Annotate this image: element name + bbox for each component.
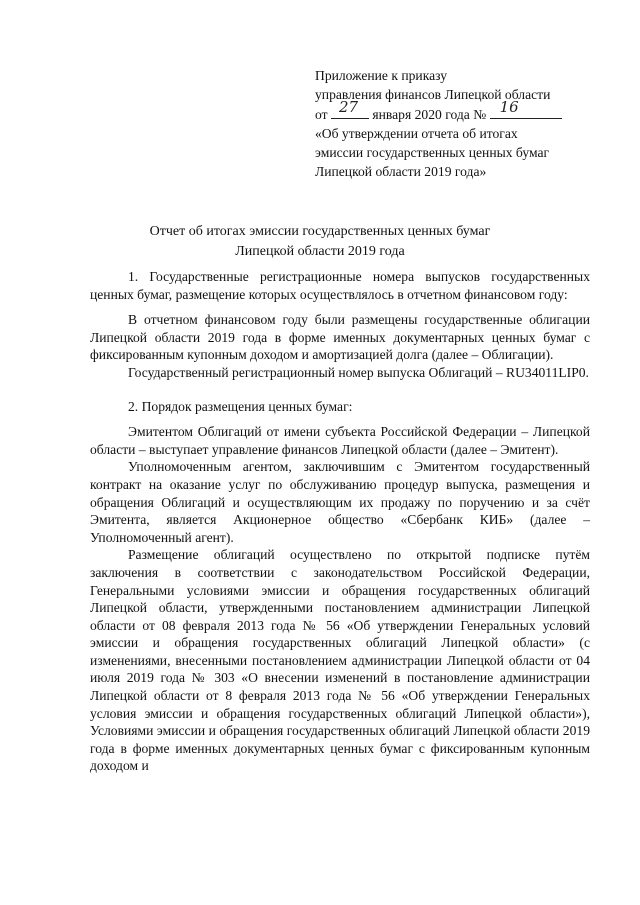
- appendix-date-middle: января 2020 года №: [372, 107, 487, 122]
- appendix-line-5: эмиссии государственных ценных бумаг: [315, 145, 550, 160]
- document-title: [0, 222, 640, 262]
- handwritten-number: 16: [499, 98, 519, 116]
- section-2-paragraph-2: Уполномоченным агентом, заключившим с Эмитентом государственный контракт на оказание услуг по обслуживанию процедур выпуска, размещения и обращения Облигаций и осуществляющим их продажу по поручению и за счёт Эмитента, является Акционерное общество «Сбербанк КИБ» (далее – Уполномоченный агент).: [90, 459, 590, 545]
- section-1-paragraph-1: В отчетном финансовом году были размещены государственные облигации Липецкой области 2019 года в форме именных документарных ценных бумаг с фиксированным купонным доходом и амортизацией долга (далее – Облигации).: [90, 312, 590, 363]
- section-2-heading: 2. Порядок размещения ценных бумаг:: [128, 398, 353, 414]
- day-field: [331, 98, 369, 119]
- section-2-paragraph-3: Размещение облигаций осуществлено по открытой подписке путём заключения в соответствии с законодательством Российской Федерации, Генеральными условиями эмиссии и обращения государственных облигаций Липецкой области, утвержденными постановлением администрации Липецкой области от 08 февраля 2013 года № 56 «Об утверждении Генеральных условий эмиссии и обращения государственных облигаций Липецкой области» (с изменениями, внесенными постановлением администрации Липецкой области от 04 июля 2019 года № 303 «О внесении изменений в постановление администрации Липецкой области от 8 февраля 2013 года № 56 «Об утверждении Генеральных условия эмиссии и обращения государственных облигаций Липецкой области»), Условиями эмиссии и обращения государственных облигаций Липецкой области 2019 года в форме именных документарных ценных бумаг с фиксированным купонным доходом и: [90, 547, 590, 774]
- appendix-line-1: Приложение к приказу: [315, 68, 448, 83]
- handwritten-day: 27: [338, 98, 359, 116]
- title-line-1: Отчет об итогах эмиссии государственных ценных бумаг: [149, 224, 491, 239]
- appendix-line-4: «Об утверждении отчета об итогах: [315, 126, 518, 141]
- document-body: [90, 268, 590, 775]
- appendix-line-6: Липецкой области 2019 года»: [315, 164, 487, 179]
- section-2-paragraph-1: Эмитентом Облигаций от имени субъекта Российской Федерации – Липецкой области – выступает управление финансов Липецкой области (далее – Эмитент).: [90, 424, 590, 457]
- section-1-heading: 1. Государственные регистрационные номера выпусков государственных ценных бумаг, размещение которых осуществлялось в отчетном финансовом году:: [90, 269, 590, 302]
- title-line-2: Липецкой области 2019 года: [235, 244, 405, 259]
- appendix-header: [315, 66, 600, 181]
- order-number-field: [490, 98, 562, 119]
- appendix-line-3: [315, 98, 600, 124]
- appendix-date-prefix: от: [315, 107, 328, 122]
- appendix-line-2: управления финансов Липецкой области: [315, 87, 551, 102]
- section-1-paragraph-2: Государственный регистрационный номер выпуска Облигаций – RU34011LIP0.: [128, 364, 589, 380]
